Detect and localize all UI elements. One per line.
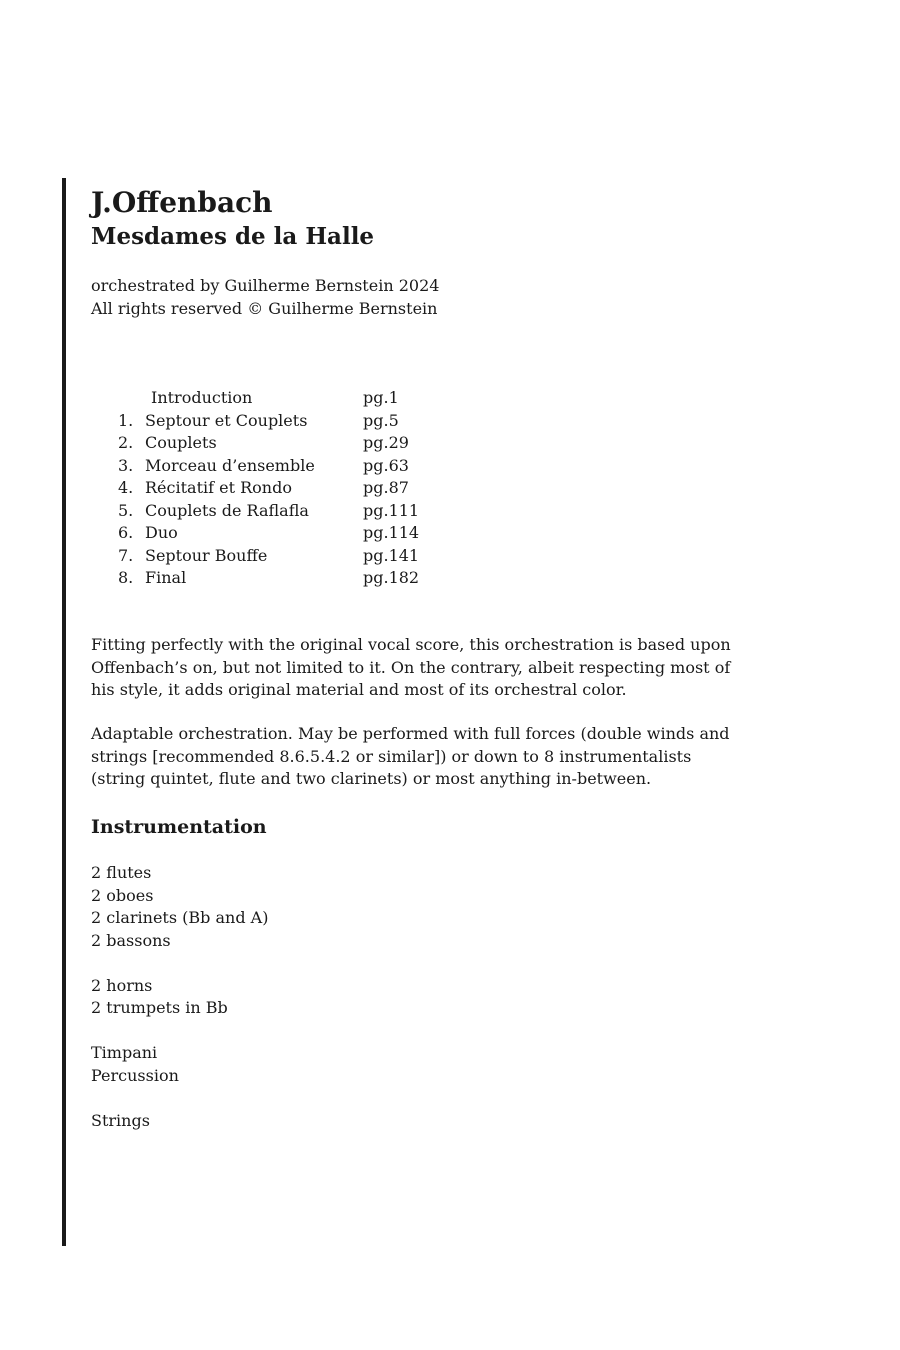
toc-page: pg.1 [363,388,399,407]
toc-title: Récitatif et Rondo [145,478,292,497]
toc-title: Septour Bouffe [145,545,268,565]
toc-title: Couplets [145,433,217,452]
section-gap [91,1087,268,1110]
toc-title: Final [145,568,187,587]
instrument-item: 2 flutes [91,863,152,882]
toc-page: pg.111 [363,500,420,520]
toc-number: 2. [118,433,134,452]
orchestration-note-paragraph: Fitting perfectly with the original vocal score, this orchestration is based upon Offenbach’s on, but not limited to it. On the contrary, albeit respecting most of his style, it adds original material and most of its orchestral color. [91,635,731,699]
toc-title: Duo [145,523,178,542]
toc-page: pg.114 [363,523,420,542]
instrument-item: 2 bassons [91,930,171,950]
toc-page: pg.63 [363,455,409,475]
section-gap [91,952,268,975]
toc-number: 4. [118,478,134,497]
left-margin-rule [62,178,66,1246]
toc-number: 5. [118,500,134,520]
toc-number: 8. [118,568,134,587]
toc-title: Introduction [151,388,253,407]
toc-page: pg.29 [363,433,409,452]
work-title: Mesdames de la Halle [91,223,375,250]
orchestration-credit: orchestrated by Guilherme Bernstein 2024 [91,276,440,295]
toc-page: pg.87 [363,478,409,497]
toc-title: Couplets de Raflafla [145,500,309,520]
toc-page: pg.141 [363,545,420,565]
toc-title: Morceau d’ensemble [145,455,315,475]
instrument-item: 2 horns [91,975,153,995]
instrumentation-list [91,862,268,1132]
credits-block [91,275,439,320]
section-gap [91,1020,268,1043]
instrument-item: 2 clarinets (Bb and A) [91,908,269,927]
composer-name: J.Offenbach [91,186,273,219]
toc-title: Septour et Couplets [145,410,308,430]
instrument-item: 2 oboes [91,885,154,905]
instrument-item: Percussion [91,1065,179,1085]
toc-number: 1. [118,410,134,430]
toc-number: 3. [118,455,134,475]
toc-number: 6. [118,523,134,542]
adaptability-note-paragraph: Adaptable orchestration. May be performed with full forces (double winds and strings [recommended 8.6.5.4.2 or similar]) or down to 8 instrumentalists (string quintet, flute and two clarinets) or most anything in-between. [91,724,730,788]
toc-page: pg.5 [363,410,399,430]
instrumentation-heading: Instrumentation [91,816,267,838]
copyright-notice: All rights reserved © Guilherme Bernstein [91,298,438,318]
toc-number: 7. [118,545,134,565]
toc-page: pg.182 [363,568,420,587]
instrument-item: Timpani [91,1043,158,1062]
instrument-item: 2 trumpets in Bb [91,998,228,1017]
instrument-item: Strings [91,1110,150,1130]
